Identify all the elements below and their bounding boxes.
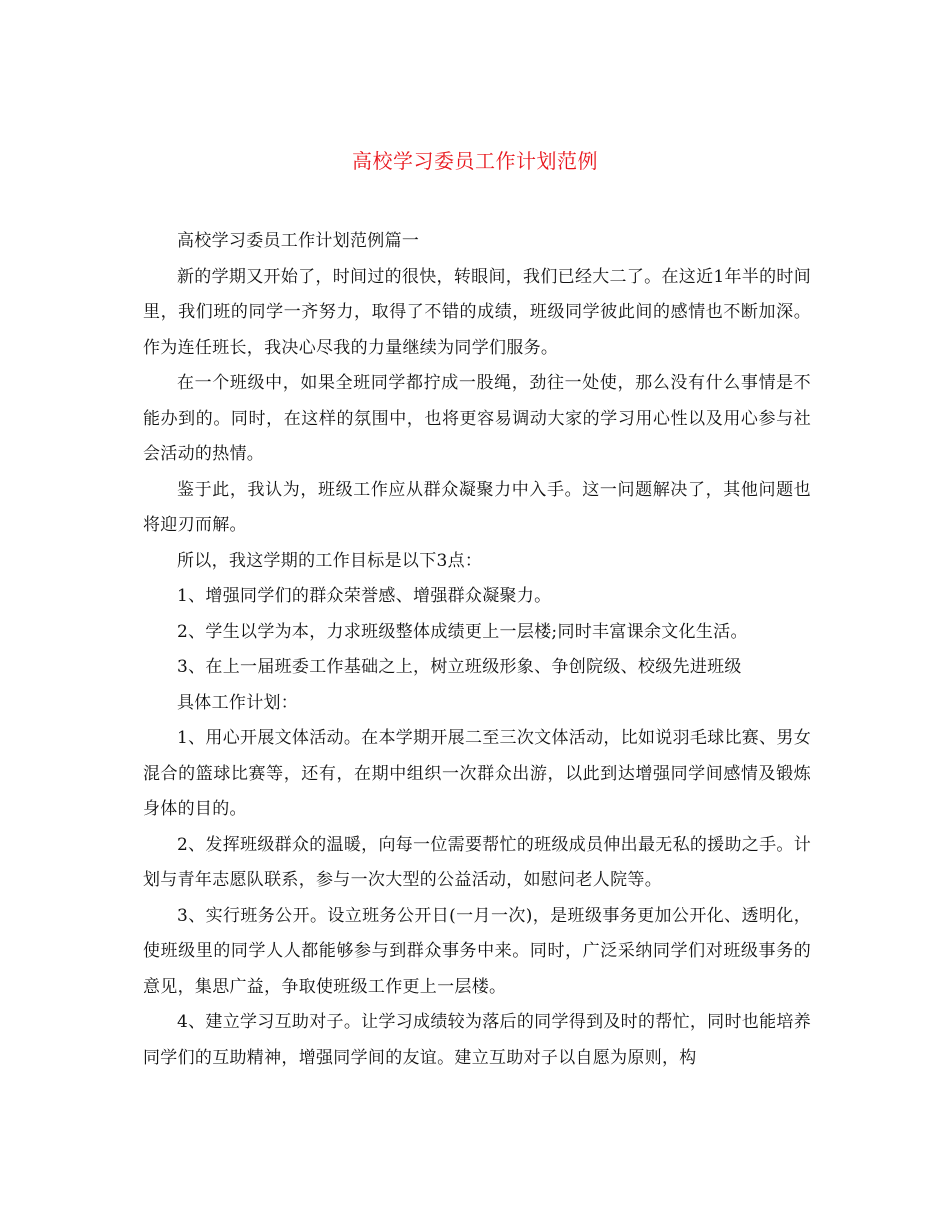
paragraph-plan-1: 1、用心开展文体活动。在本学期开展二至三次文体活动，比如说羽毛球比赛、男女混合的篮球比赛等，还有，在期中组织一次群众出游，以此到达增强同学间感情及锻炼身体的目的。 bbox=[143, 728, 811, 819]
paragraph-plan-3: 3、实行班务公开。设立班务公开日(一月一次)，是班级事务更加公开化、透明化，使班级里的同学人人都能够参与到群众事务中来。同时，广泛采纳同学们对班级事务的意见，集思广益，争取使班级工作更上一层楼。 bbox=[143, 905, 811, 997]
paragraph-goal-2: 2、学生以学为本，力求班级整体成绩更上一层楼;同时丰富课余文化生活。 bbox=[177, 621, 748, 642]
paragraph-plan-4: 4、建立学习互助对子。让学习成绩较为落后的同学得到及时的帮忙，同时也能培养同学们的互助精神，增强同学间的友谊。建立互助对子以自愿为原则，构 bbox=[143, 1012, 811, 1068]
paragraph-intro: 新的学期又开始了，时间过的很快，转眼间，我们已经大二了。在这近1年半的时间里，我们班的同学一齐努力，取得了不错的成绩，班级同学彼此间的感情也不断加深。作为连任班长，我决心尽我的力量继续为同学们服务。 bbox=[143, 266, 811, 358]
paragraph-plan-2: 2、发挥班级群众的温暖，向每一位需要帮忙的班级成员伸出最无私的援助之手。计划与青年志愿队联系，参与一次大型的公益活动，如慰问老人院等。 bbox=[143, 834, 811, 890]
document-title: 高校学习委员工作计划范例 bbox=[352, 149, 598, 173]
document-body bbox=[143, 224, 811, 1076]
paragraph-plan-heading: 具体工作计划： bbox=[177, 692, 299, 713]
paragraph-class-unity: 在一个班级中，如果全班同学都拧成一股绳，劲往一处使，那么没有什么事情是不能办到的。同时，在这样的氛围中，也将更容易调动大家的学习用心性以及用心参与社会活动的热情。 bbox=[143, 373, 811, 464]
paragraph-goal-3: 3、在上一届班委工作基础之上，树立班级形象、争创院级、校级先进班级 bbox=[177, 657, 742, 677]
paragraph-section-heading: 高校学习委员工作计划范例篇一 bbox=[177, 231, 420, 251]
paragraph-goal-1: 1、增强同学们的群众荣誉感、增强群众凝聚力。 bbox=[177, 586, 552, 606]
paragraph-cohesion: 鉴于此，我认为，班级工作应从群众凝聚力中入手。这一问题解决了，其他问题也将迎刃而解。 bbox=[143, 479, 811, 535]
paragraph-goals-heading: 所以，我这学期的工作目标是以下3点： bbox=[177, 550, 483, 571]
